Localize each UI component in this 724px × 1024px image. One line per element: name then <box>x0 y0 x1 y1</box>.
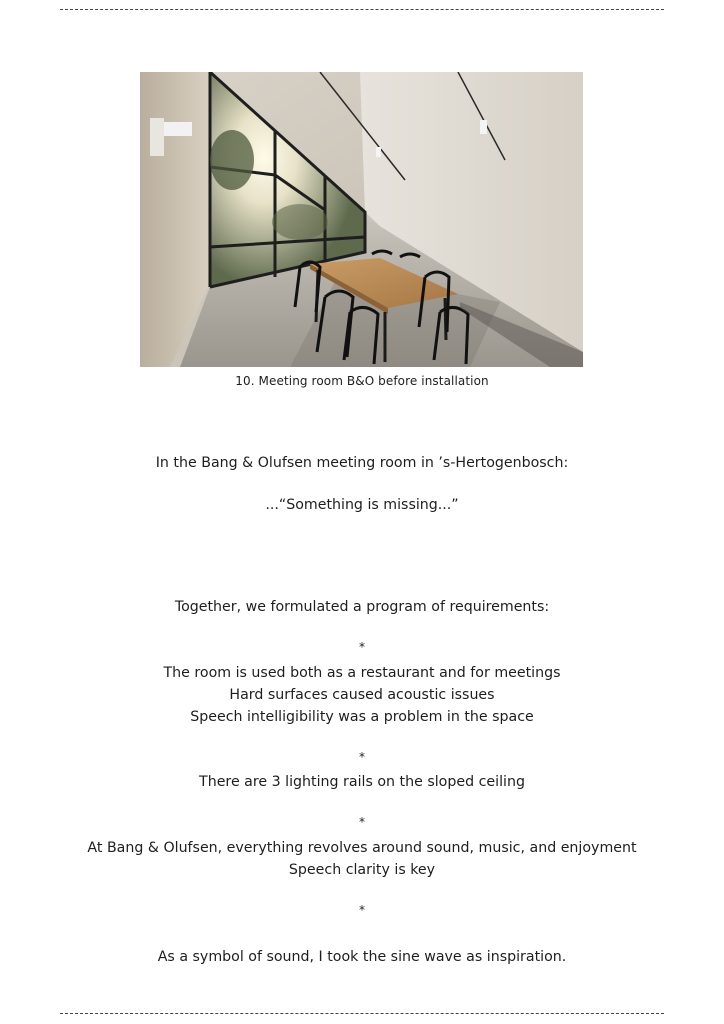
requirement-line: The room is used both as a restaurant and for meetings <box>163 665 561 681</box>
separator-star: * <box>359 815 365 829</box>
requirement-line: Hard surfaces caused acoustic issues <box>229 687 495 703</box>
separator-star: * <box>359 640 365 654</box>
requirement-line: Speech intelligibility was a problem in the space <box>190 709 534 725</box>
meeting-room-photo <box>140 72 583 367</box>
requirement-line: There are 3 lighting rails on the sloped ceiling <box>199 774 525 790</box>
requirements-heading: Together, we formulated a program of requirements: <box>174 599 550 615</box>
intro-text: In the Bang & Olufsen meeting room in ’s-Hertogenbosch: <box>155 455 569 471</box>
top-dashed-divider <box>60 9 664 10</box>
quote-text: ...“Something is missing...” <box>265 497 459 513</box>
closing-text: As a symbol of sound, I took the sine wave as inspiration. <box>157 949 567 965</box>
separator-star: * <box>359 903 365 917</box>
bottom-dashed-divider <box>60 1013 664 1014</box>
photo-caption: 10. Meeting room B&O before installation <box>235 374 489 388</box>
requirement-line: Speech clarity is key <box>288 862 436 878</box>
separator-star: * <box>359 750 365 764</box>
requirement-line: At Bang & Olufsen, everything revolves around sound, music, and enjoyment <box>87 840 637 856</box>
